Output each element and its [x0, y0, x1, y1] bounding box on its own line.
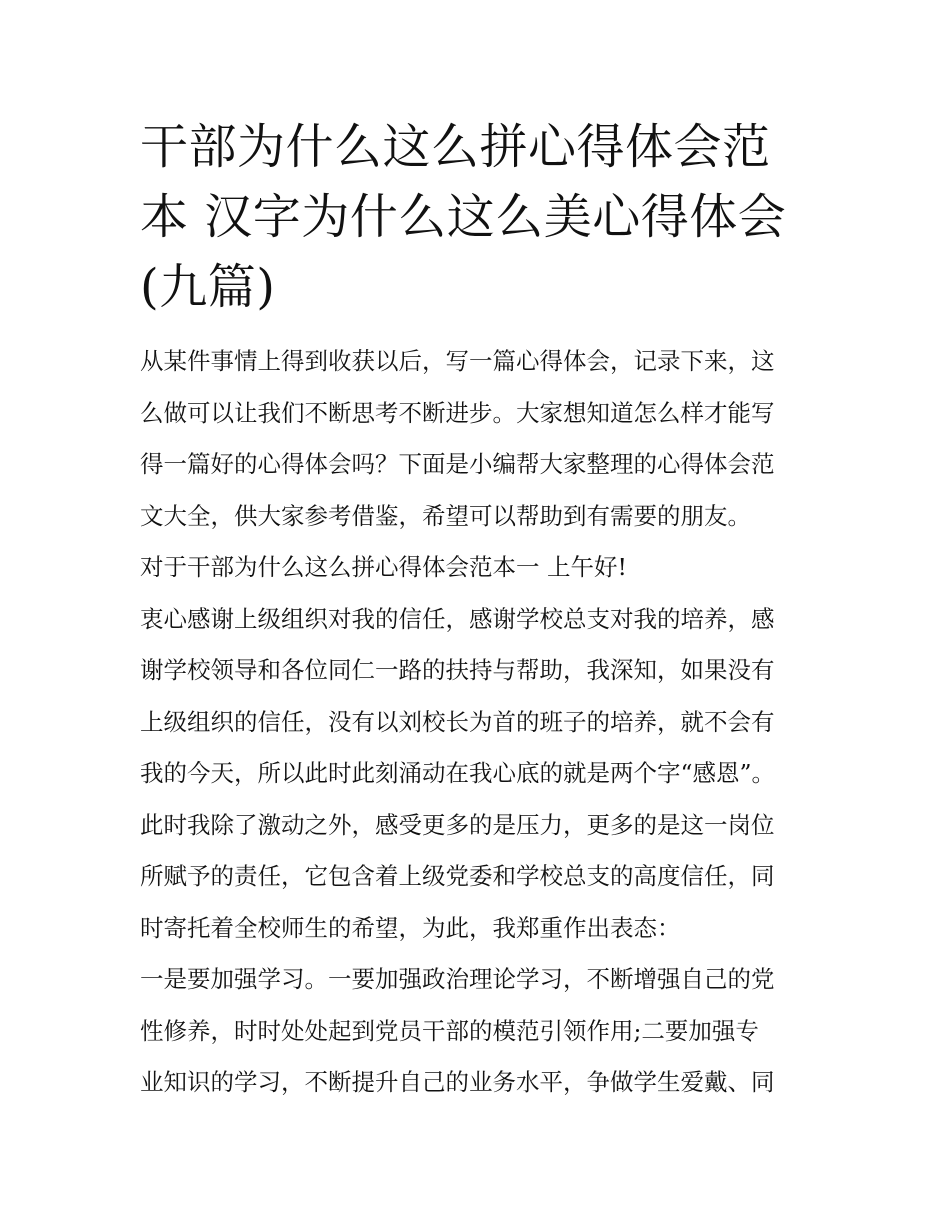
title-line: (九篇) [140, 259, 276, 315]
body-line: 我的今天，所以此时此刻涌动在我心底的就是两个字“感恩”。 [140, 759, 776, 787]
document-title [140, 112, 812, 322]
body-line: 从某件事情上得到收获以后，写一篇心得体会，记录下来，这 [140, 347, 775, 375]
body-line: 得一篇好的心得体会吗？下面是小编帮大家整理的心得体会范 [140, 450, 775, 478]
body-line: 一是要加强学习。一要加强政治理论学习，不断增强自己的党 [140, 965, 775, 993]
body-line: 业知识的学习，不断提升自己的业务水平，争做学生爱戴、同 [140, 1068, 775, 1096]
body-line: 上级组织的信任，没有以刘校长为首的班子的培养，就不会有 [140, 707, 775, 736]
body-line: 性修养，时时处处起到党员干部的模范引领作用;二要加强专 [140, 1016, 759, 1045]
title-line: 本 汉字为什么这么美心得体会 [140, 189, 787, 245]
body-line: 谢学校领导和各位同仁一路的扶持与帮助，我深知，如果没有 [140, 656, 775, 684]
body-line: 么做可以让我们不断思考不断进步。大家想知道怎么样才能写 [140, 398, 775, 427]
body-line: 此时我除了激动之外，感受更多的是压力，更多的是这一岗位 [140, 810, 775, 839]
body-line: 衷心感谢上级组织对我的信任，感谢学校总支对我的培养，感 [140, 604, 775, 633]
document-body [140, 336, 812, 1109]
document-page [140, 112, 812, 1109]
title-line: 干部为什么这么拼心得体会范 [140, 119, 771, 175]
body-line: 文大全，供大家参考借鉴，希望可以帮助到有需要的朋友。 [140, 501, 751, 530]
body-line: 所赋予的责任，它包含着上级党委和学校总支的高度信任，同 [140, 862, 775, 890]
section-heading-line: 对于干部为什么这么拼心得体会范本一 上午好! [140, 553, 627, 581]
body-line: 时寄托着全校师生的希望，为此，我郑重作出表态： [140, 913, 681, 942]
